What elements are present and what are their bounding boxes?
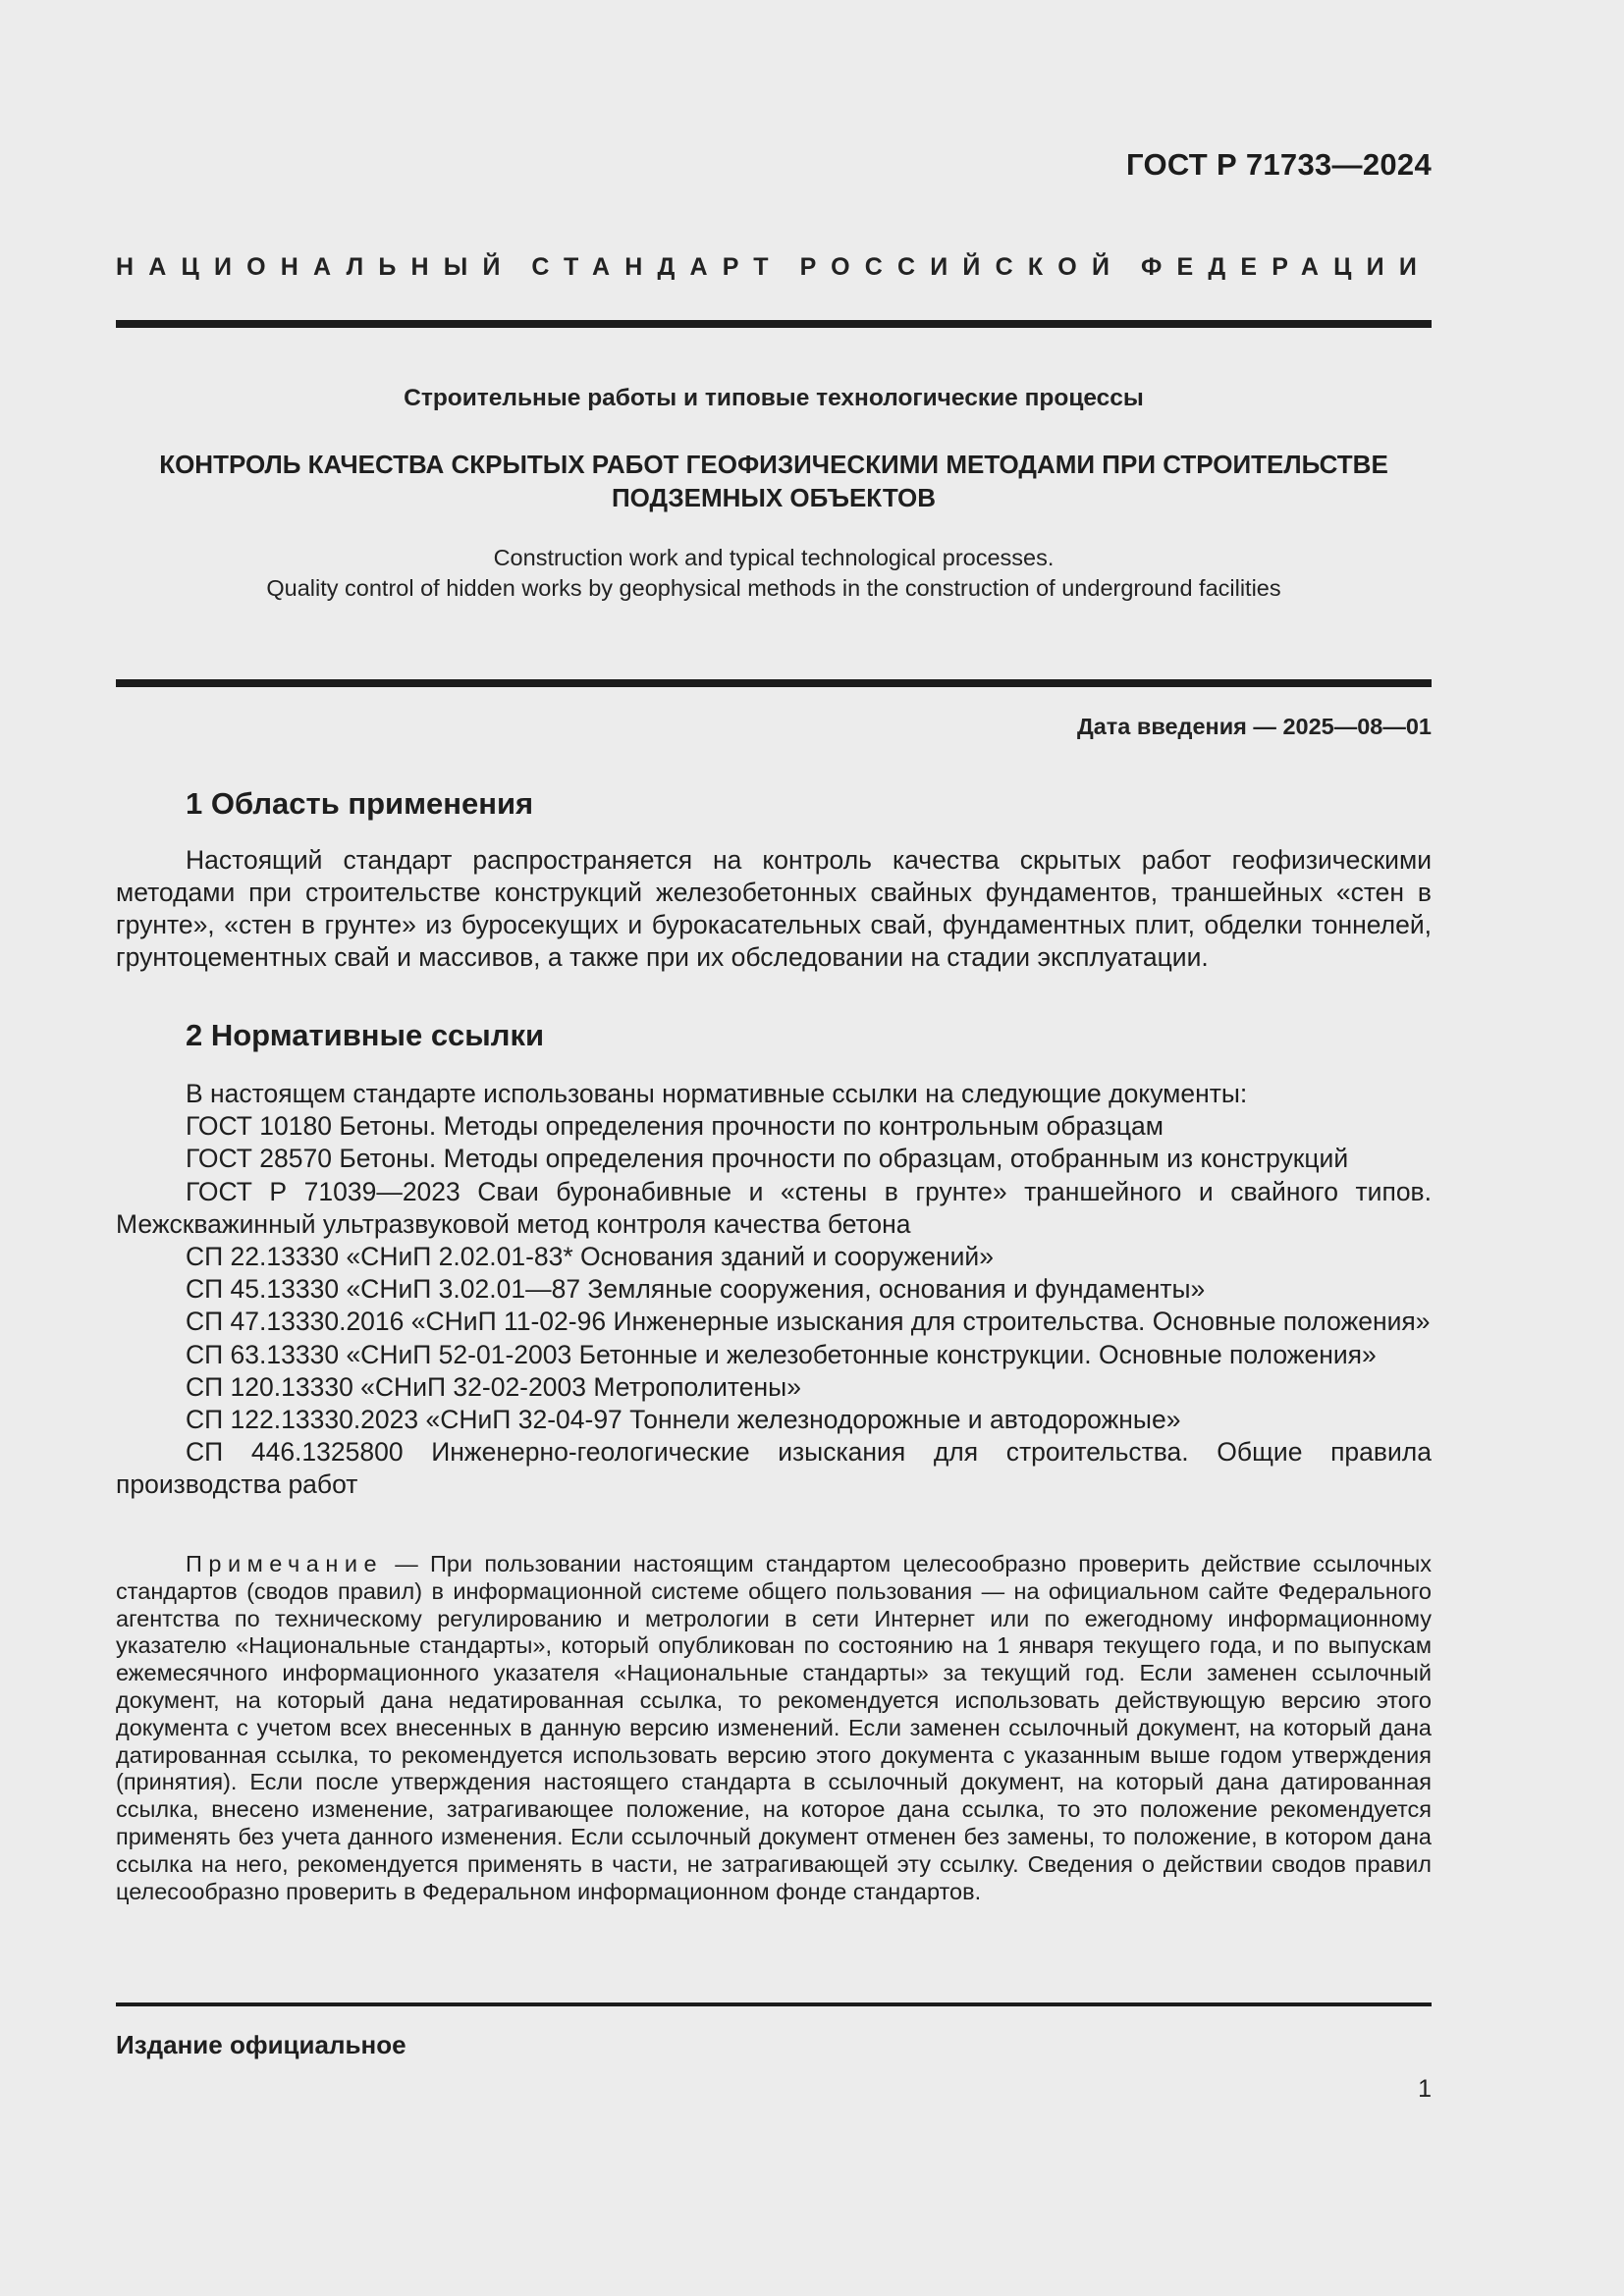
standard-code: ГОСТ Р 71733—2024 [1126, 147, 1432, 182]
reference-item: ГОСТ 10180 Бетоны. Методы определения прочности по контрольным образцам [186, 1111, 1164, 1142]
english-title [116, 543, 1432, 604]
reference-item: СП 122.13330.2023 «СНиП 32-04-97 Тоннели железнодорожные и автодорожные» [186, 1405, 1181, 1435]
reference-item: СП 45.13330 «СНиП 3.02.01—87 Земляные сооружения, основания и фундаменты» [186, 1274, 1206, 1305]
english-title-line-2: Quality control of hidden works by geophysical methods in the construction of underground facilities [266, 575, 1281, 601]
banner-word: ФЕДЕРАЦИИ [1140, 253, 1432, 281]
subtitle: Строительные работы и типовые технологические процессы [404, 385, 1144, 411]
note-paragraph [116, 1551, 1432, 1905]
page-number: 1 [1418, 2075, 1432, 2103]
section-1-heading: 1 Область применения [186, 786, 534, 821]
footer-rule [116, 2002, 1432, 2006]
note-block [116, 1551, 1432, 1905]
banner-word: СТАНДАРТ [531, 253, 784, 281]
section-1-text [116, 844, 1432, 974]
document-title [116, 448, 1432, 514]
edition-label: Издание официальное [116, 2030, 406, 2059]
reference-item: ГОСТ Р 71039—2023 Сваи буронабивные и «стены в грунте» траншейного и свайного типов. Межскважинный ультразвуковой метод контроля качества бетона [116, 1176, 1432, 1239]
note-text: — При пользовании настоящим стандартом целесообразно проверить действие ссылочных стандартов (сводов правил) в информационной системе общего пользования — на официальном сайте Федерального агентства по техническому регулированию и метрологии в сети Интернет или по ежегодному информационному указателю «Национальные стандарты», который опубликован по состоянию на 1 января текущего года, и по выпускам ежемесячного информационного указателя «Национальные стандарты» за текущий год. Если заменен ссылочный документ, на который дана недатированная ссылка, то рекомендуется использовать действующую версию этого документа с учетом всех внесенных в данную версию изменений. Если заменен ссылочный документ, на который дана датированная ссылка, то рекомендуется использовать версию этого документа с указанным выше годом утверждения (принятия). Если после утверждения настоящего стандарта в ссылочный документ, на который дана датированная ссылка, внесено изменение, затрагивающее положение, на которое дана ссылка, то это положение рекомендуется применять без учета данного изменения. Если ссылочный документ отменен без замены, то положение, в котором дана ссылка на него, рекомендуется применять в части, не затрагивающей эту ссылку. Сведения о действии сводов правил целесообразно проверить в Федеральном информационном фонде стандартов. [116, 1551, 1432, 1904]
reference-item: СП 120.13330 «СНиП 32-02-2003 Метрополитены» [186, 1371, 801, 1402]
references-intro: В настоящем стандарте использованы нормативные ссылки на следующие документы: [186, 1079, 1248, 1108]
section-2-heading: 2 Нормативные ссылки [186, 1018, 545, 1052]
title-line-2: ПОДЗЕМНЫХ ОБЪЕКТОВ [611, 483, 937, 512]
reference-item: ГОСТ 28570 Бетоны. Методы определения прочности по образцам, отобранным из конструкций [186, 1144, 1349, 1174]
banner-word: РОССИЙСКОЙ [799, 253, 1125, 281]
reference-item: СП 22.13330 «СНиП 2.02.01-83* Основания зданий и сооружений» [186, 1242, 994, 1272]
date-introduced: Дата введения — 2025—08—01 [1076, 714, 1432, 739]
reference-item: СП 47.13330.2016 «СНиП 11-02-96 Инженерные изыскания для строительства. Основные положения» [186, 1307, 1431, 1337]
header-rule [116, 320, 1432, 328]
banner-word: НАЦИОНАЛЬНЫЙ [116, 253, 515, 281]
national-standard-banner [116, 253, 1432, 282]
document-page [116, 0, 1432, 2296]
title-line-1: КОНТРОЛЬ КАЧЕСТВА СКРЫТЫХ РАБОТ ГЕОФИЗИЧЕСКИМИ МЕТОДАМИ ПРИ СТРОИТЕЛЬСТВЕ [159, 450, 1388, 479]
reference-item: СП 63.13330 «СНиП 52-01-2003 Бетонные и железобетонные конструкции. Основные положения» [186, 1339, 1377, 1369]
section-1-paragraph: Настоящий стандарт распространяется на контроль качества скрытых работ геофизическими методами при строительстве конструкций железобетонных свайных фундаментов, траншейных «стен в грунте», «стен в грунте» из буросекущих и бурокасательных свай, фундаментных плит, обделки тоннелей, грунтоцементных свай и массивов, а также при их обследовании на стадии эксплуатации. [116, 845, 1432, 972]
references-list [116, 1078, 1432, 1502]
title-rule [116, 679, 1432, 687]
note-label: Примечание [186, 1551, 384, 1576]
english-title-line-1: Construction work and typical technological processes. [493, 545, 1055, 570]
reference-item: СП 446.1325800 Инженерно-геологические изыскания для строительства. Общие правила производства работ [116, 1437, 1432, 1500]
